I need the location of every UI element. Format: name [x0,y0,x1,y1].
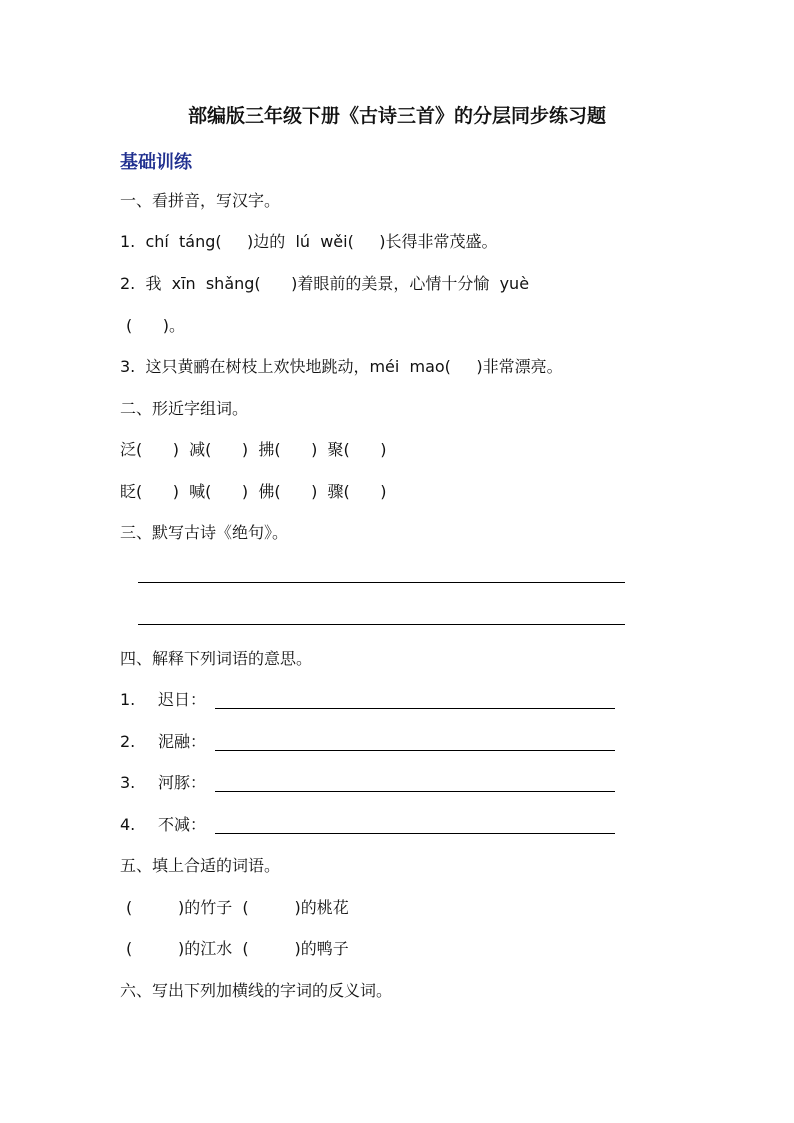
q1-item-3: 3. 这只黄鹂在树枝上欢快地跳动，méi mao( )非常漂亮。 [120,357,563,376]
q5-heading: 五、填上合适的词语。 [120,856,281,875]
q1-item-1: 1. chí táng( )边的 lú wěi( )长得非常茂盛。 [120,232,498,251]
q4-item-word: 泥融： [158,732,207,751]
definition-line-4[interactable] [215,833,615,834]
q5-row-1: ( )的竹子 ( )的桃花 [126,898,349,917]
q4-item-number: 1. [120,690,136,709]
definition-line-2[interactable] [215,750,615,751]
q2-heading: 二、形近字组词。 [120,399,249,418]
q3-heading: 三、默写古诗《绝句》。 [120,523,289,542]
q4-item-2 [120,732,206,752]
definition-line-3[interactable] [215,791,615,792]
q1-item-2: 2. 我 xīn shǎng( )着眼前的美景，心情十分愉 yuè [120,274,530,293]
poem-answer-line-1[interactable] [138,582,625,583]
q5-row-2: ( )的江水 ( )的鸭子 [126,939,349,958]
q2-row-1: 泛( ) 减( ) 拂( ) 聚( ) [120,440,387,459]
q4-item-3 [120,773,206,793]
q4-heading: 四、解释下列词语的意思。 [120,649,313,668]
page-title: 部编版三年级下册《古诗三首》的分层同步练习题 [187,105,606,127]
q6-heading: 六、写出下列加横线的字词的反义词。 [120,981,393,1000]
q4-item-word: 河豚： [158,773,207,792]
q4-item-word: 不减： [158,815,207,834]
definition-line-1[interactable] [215,708,615,709]
q4-item-number: 3. [120,773,136,792]
q4-item-1 [120,690,206,710]
q4-item-4 [120,815,206,835]
q1-heading: 一、看拼音，写汉字。 [120,191,281,210]
q2-row-2: 眨( ) 喊( ) 佛( ) 骤( ) [120,482,387,501]
q4-item-number: 4. [120,815,136,834]
q4-item-word: 迟日： [158,690,207,709]
section-heading: 基础训练 [120,152,192,173]
poem-answer-line-2[interactable] [138,624,625,625]
q4-item-number: 2. [120,732,136,751]
q1-item-2-continued: ( )。 [126,316,186,335]
